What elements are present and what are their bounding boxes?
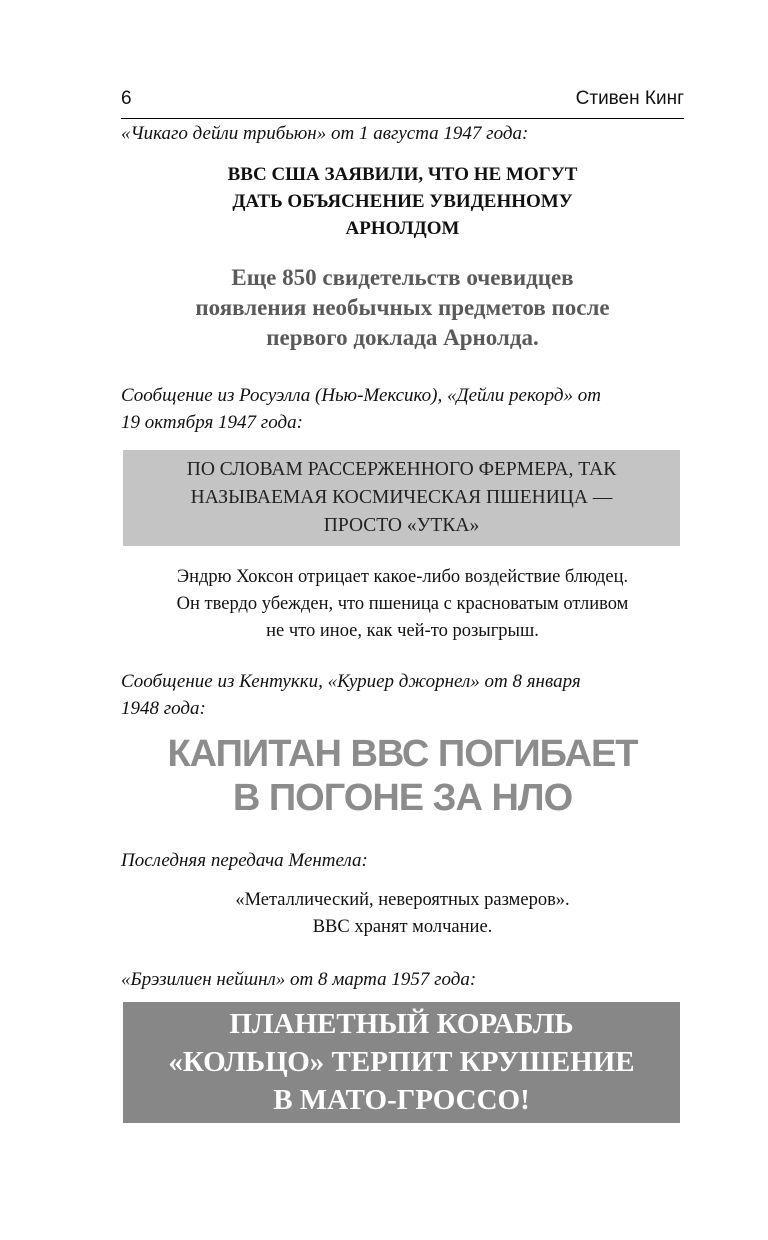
page-header [121,88,684,119]
headline-box-space-wheat: ПО СЛОВАМ РАССЕРЖЕННОГО ФЕРМЕРА, ТАК НАЗЫВАЕМАЯ КОСМИЧЕСКАЯ ПШЕНИЦА — ПРОСТО «УТКА» [123,450,680,546]
headline-box-ring-ship-crash: ПЛАНЕТНЫЙ КОРАБЛЬ «КОЛЬЦО» ТЕРПИТ КРУШЕНИЕ В МАТО-ГРОССО! [123,1002,680,1123]
body-text-metallic: «Металлический, невероятных размеров». ВВС хранят молчание. [235,890,570,937]
source-mantell-last-transmission: Последняя передача Ментела: [121,850,368,871]
subheadline-850-witnesses: Еще 850 свидетельств очевидцев появления необычных предметов после первого доклада Арнолда. [195,265,610,350]
headline-air-force-no-explanation: ВВС США ЗАЯВИЛИ, ЧТО НЕ МОГУТ ДАТЬ ОБЪЯСНЕНИЕ УВИДЕННОМУ АРНОЛДОМ [227,164,578,239]
page-number: 6 [121,88,132,109]
body-text-hokson: Эндрю Хоксон отрицает какое-либо воздействие блюдец. Он твердо убежден, что пшеница с красноватым отливом не что иное, как чей-то розыгрыш. [176,567,629,641]
source-roswell-daily-record: Сообщение из Росуэлла (Нью-Мексико), «Дейли рекорд» от 19 октября 1947 года: [121,385,601,433]
running-title: Стивен Кинг [575,88,684,109]
headline-captain-dies: КАПИТАН ВВС ПОГИБАЕТ В ПОГОНЕ ЗА НЛО [167,733,638,819]
source-kentucky-courier-journal: Сообщение из Кентукки, «Куриер джорнел» от 8 января 1948 года: [121,671,581,719]
source-chicago-tribune: «Чикаго дейли трибьюн» от 1 августа 1947 года: [121,123,529,144]
source-brazilian-national: «Брэзилиен нейшнл» от 8 марта 1957 года: [121,969,477,990]
